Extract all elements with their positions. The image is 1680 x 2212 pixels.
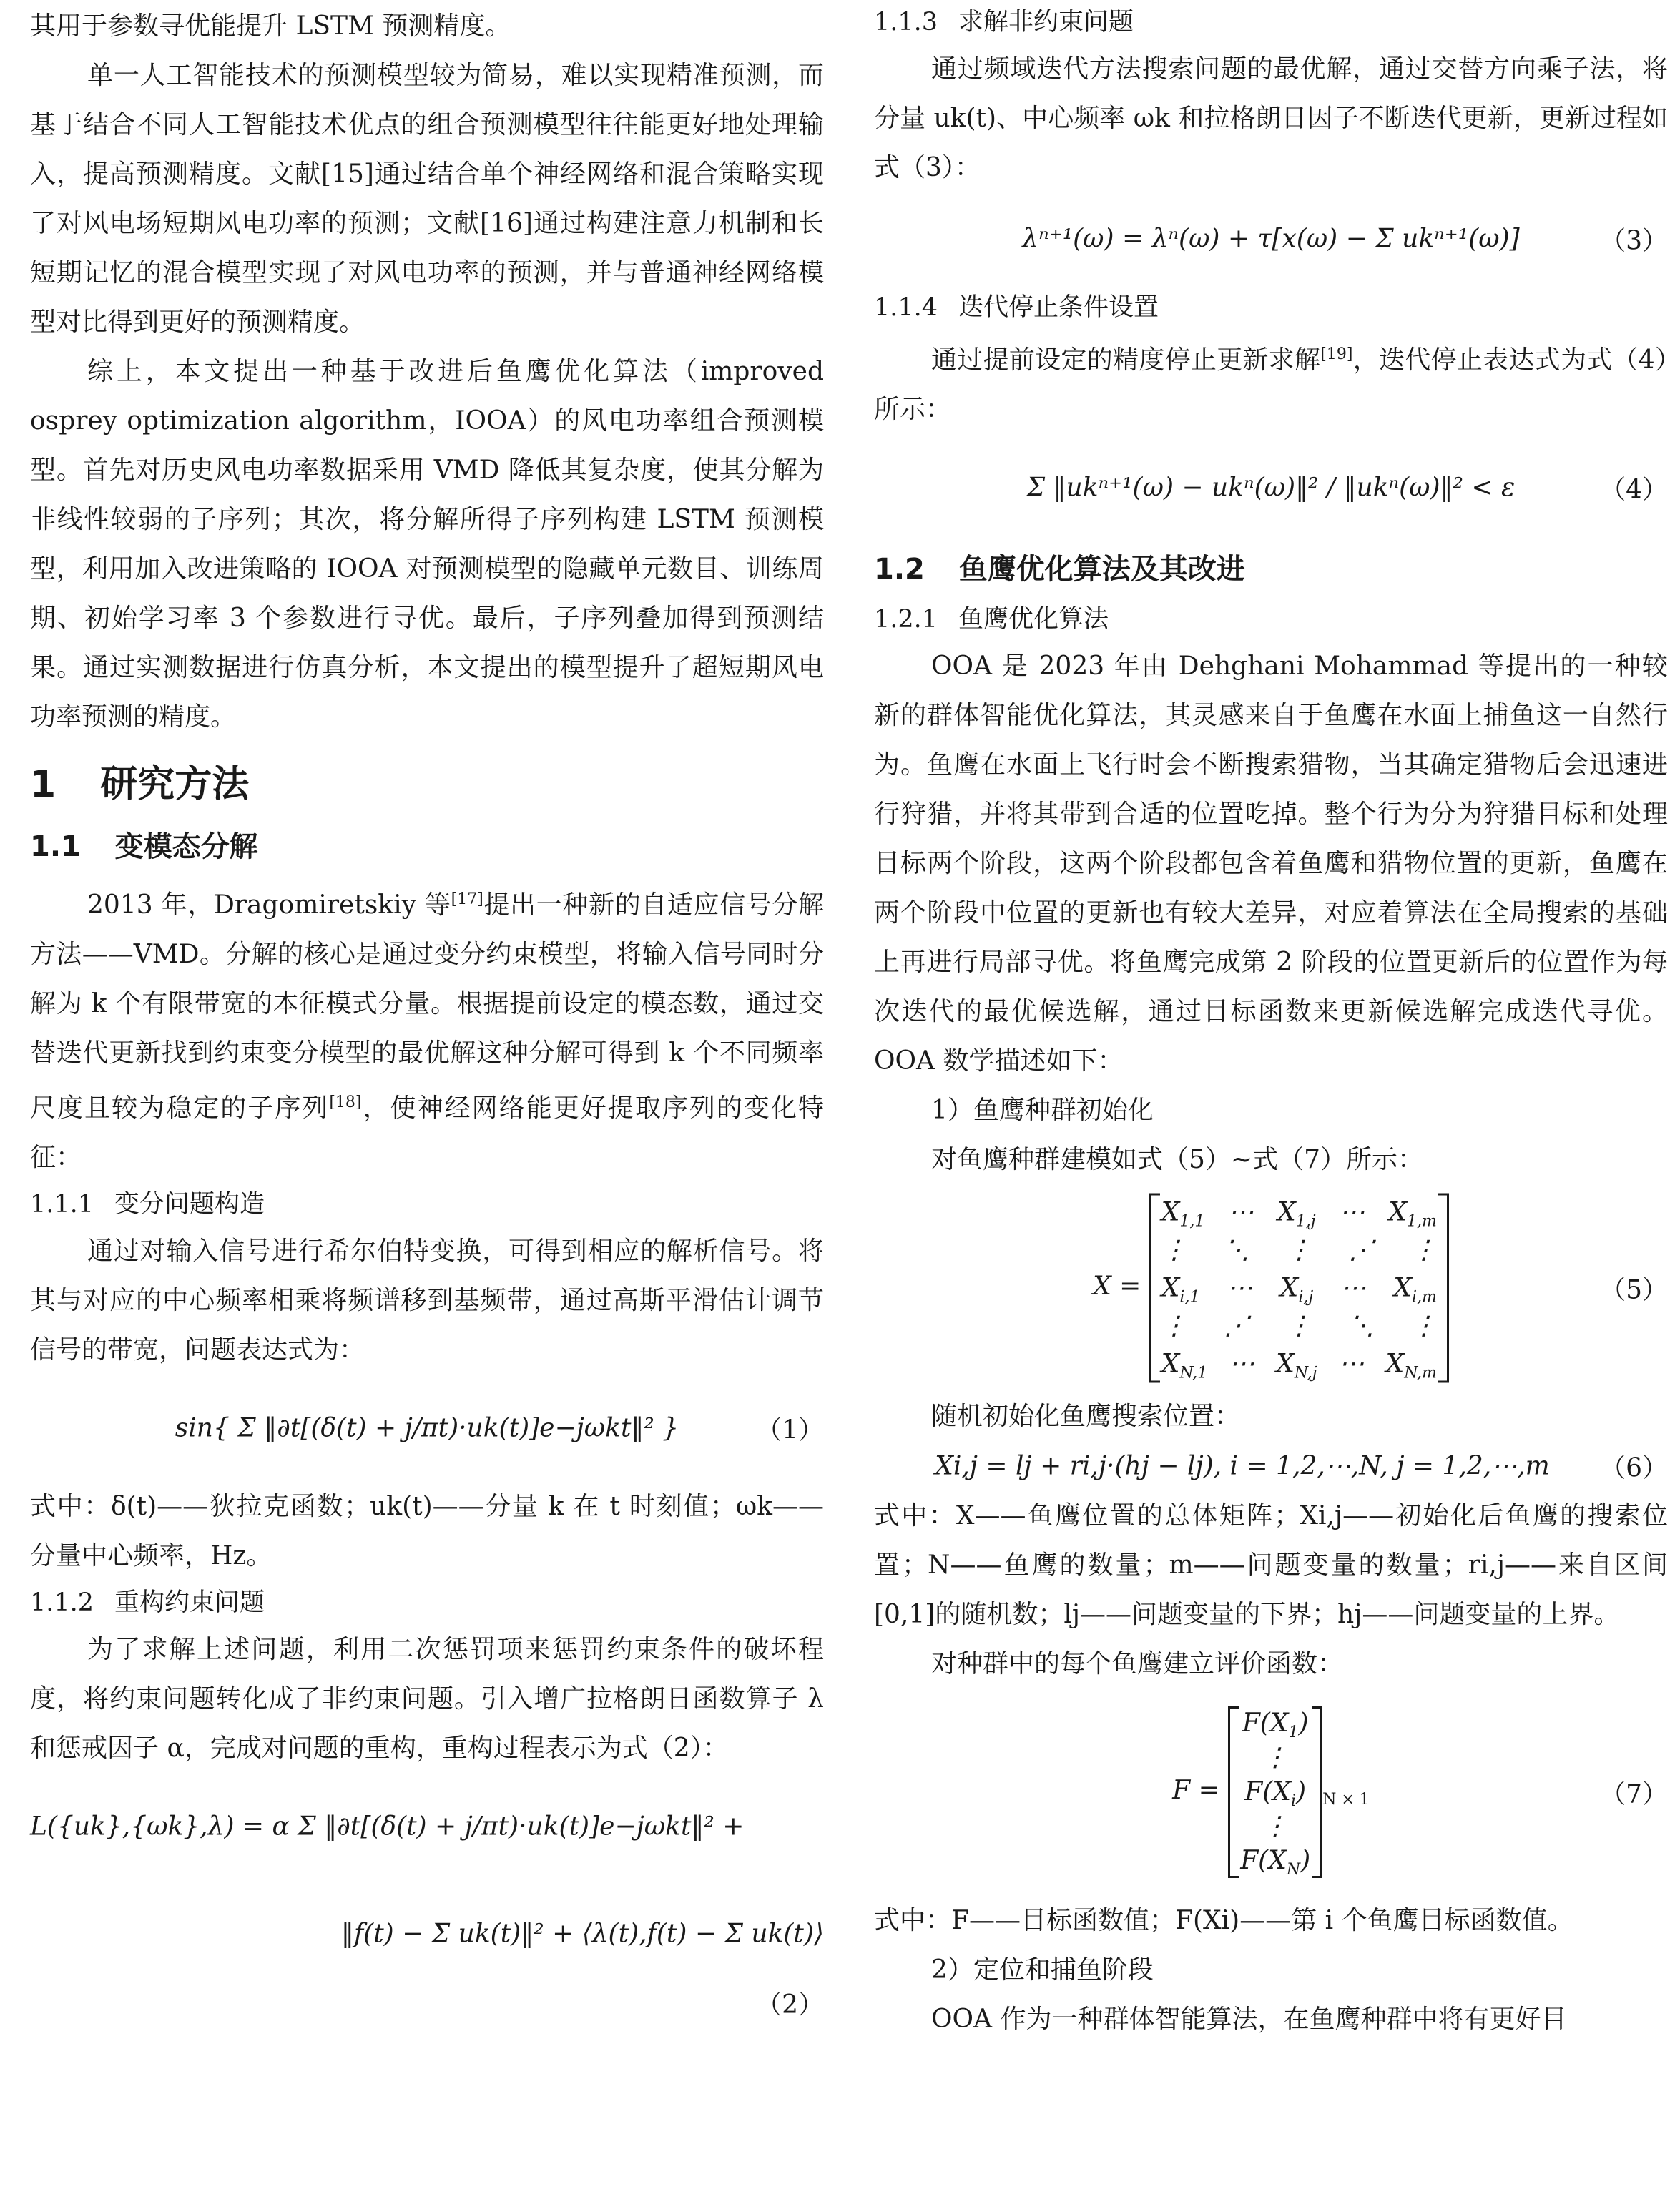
section-title: 研究方法 <box>100 763 250 806</box>
heading-title: 重构约束问题 <box>114 1588 265 1617</box>
equation-6-number: （6） <box>1600 1453 1668 1483</box>
heading-number: 1.1.1 <box>30 1190 94 1219</box>
heading-title: 迭代停止条件设置 <box>958 293 1159 322</box>
heading-1-2-1 <box>874 597 1668 642</box>
paragraph-swarm: OOA 作为一种群体智能算法，在鱼鹰种群中将有更好目 <box>931 2005 1567 2034</box>
equation-3-body: λⁿ⁺¹(ω) = λⁿ(ω) + τ[x(ω) − Σ ukⁿ⁺¹(ω)] <box>1022 224 1520 254</box>
matrix-row: $X_{N,1}$ ⋯ $X_{N,j}$ ⋯ $X_{N,m}$ <box>1161 1349 1437 1382</box>
subsection-title: 变模态分解 <box>114 830 258 863</box>
equation-7-lhs: F = <box>1172 1776 1220 1805</box>
paragraph-eq6-notes: 式中：X——鱼鹰位置的总体矩阵；Xi,j——初始化后鱼鹰的搜索位置；N——鱼鹰的数量；m——问题变量的数量；ri,j——来自区间[0,1]的随机数；lj——问题变量的下界；hj——问题变量的上界。 <box>874 1501 1668 1629</box>
equation-4-number: （4） <box>1600 475 1668 505</box>
paragraph-summary: 综上，本文提出一种基于改进后鱼鹰优化算法（improved osprey optimization algorithm，IOOA）的风电功率组合预测模型。首先对历史风电功率数据采用 VMD 降低其复杂度，使其分解为非线性较弱的子序列；其次，将分解所得子序列构建 LSTM 预测模型，利用加入改进策略的 IOOA 对预测模型的隐藏单元数目、训练周期、初始学习率 3 个参数进行寻优。最后，子序列叠加得到预测结果。通过实测数据进行仿真分析，本文提出的模型提升了超短期风电功率预测的精度。 <box>30 357 824 732</box>
equation-2-line-2 <box>30 1880 824 1987</box>
equation-1-body: sin{ Σ ‖∂t[(δ(t) + j/πt)·uk(t)]e−jωkt‖² } <box>175 1413 679 1443</box>
equation-3 <box>874 192 1668 285</box>
equation-6-body: Xi,j = lj + ri,j·(hj − lj), i = 1,2,⋯,N, j = 1,2,⋯,m <box>935 1451 1550 1481</box>
text-span: 提出一种新的自适应信号分解方法——VMD。分解的核心是通过变分约束模型，将输入信号同时分解为 k 个有限带宽的本征模式分量。根据提前设定的模态数，通过交替迭代更新找到约束变分模型的最优解这种分解可得到 k 个不同频率尺度且较为稳定的子序列 <box>30 890 824 1123</box>
subsection-heading-1-1 <box>30 819 824 875</box>
equation-7 <box>874 1689 1668 1896</box>
equation-4-body: Σ ‖ukⁿ⁺¹(ω) − ukⁿ(ω)‖² / ‖ukⁿ(ω)‖² < ε <box>1026 473 1516 503</box>
equation-6 <box>874 1441 1668 1491</box>
vector-row: $F(X_1)$ <box>1242 1709 1309 1742</box>
paragraph-step-1: 1）鱼鹰种群初始化 <box>931 1096 1154 1125</box>
subsection-title: 鱼鹰优化算法及其改进 <box>958 553 1245 586</box>
heading-1-1-2 <box>30 1581 824 1625</box>
equation-7-number: （7） <box>1600 1779 1668 1809</box>
vector-dimension: N × 1 <box>1322 1791 1370 1809</box>
paragraph-intro-end: 其用于参数寻优能提升 LSTM 预测精度。 <box>30 11 511 41</box>
section-number: 1 <box>30 763 57 806</box>
paragraph-eq1-notes: 式中：δ(t)——狄拉克函数；uk(t)——分量 k 在 t 时刻值；ωk——分量中心频率，Hz。 <box>30 1492 824 1570</box>
fitness-vector <box>1228 1706 1322 1878</box>
matrix-row: ⋮ ⋱ ⋮ ⋰ ⋮ <box>1161 1235 1437 1265</box>
matrix-row: $X_{1,1}$ ⋯ $X_{1,j}$ ⋯ $X_{1,m}$ <box>1161 1197 1437 1231</box>
heading-title: 鱼鹰优化算法 <box>958 605 1109 634</box>
heading-1-1-4 <box>874 285 1668 330</box>
equation-5-lhs: X = <box>1093 1272 1141 1301</box>
heading-number: 1.1.2 <box>30 1588 94 1617</box>
paragraph-evaluation: 对种群中的每个鱼鹰建立评价函数： <box>931 1649 1344 1678</box>
equation-5-number: （5） <box>1600 1275 1668 1305</box>
heading-1-1-3 <box>874 0 1668 44</box>
citation-19: [19] <box>1320 345 1353 363</box>
heading-1-1-1 <box>30 1182 824 1227</box>
section-heading-1 <box>30 750 824 819</box>
paragraph-admm: 通过频域迭代方法搜索问题的最优解，通过交替方向乘子法，将分量 uk(t)、中心频率 ωk 和拉格朗日因子不断迭代更新，更新过程如式（3）： <box>874 54 1668 182</box>
position-matrix <box>1149 1194 1449 1383</box>
equation-7-body <box>874 1706 1668 1878</box>
equation-4 <box>874 434 1668 541</box>
text-span: 通过提前设定的精度停止更新求解 <box>931 345 1321 375</box>
paragraph-population: 对鱼鹰种群建模如式（5）~式（7）所示： <box>931 1145 1423 1174</box>
paragraph-step-2: 2）定位和捕鱼阶段 <box>931 1955 1154 1985</box>
paragraph-eq7-notes: 式中：F——目标函数值；F(Xi)——第 i 个鱼鹰目标函数值。 <box>874 1906 1573 1935</box>
equation-5 <box>874 1184 1668 1392</box>
equation-1-number: （1） <box>756 1415 824 1445</box>
heading-number: 1.1.3 <box>874 8 938 36</box>
equation-2-body-b: ‖f(t) − Σ uk(t)‖² + ⟨λ(t),f(t) − Σ uk(t)⟩ <box>340 1919 824 1949</box>
citation-18: [18] <box>329 1093 362 1111</box>
text-span: ，使神经网络能更好提取序列的变化特征： <box>30 1093 824 1172</box>
left-column <box>30 0 824 2023</box>
heading-number: 1.2.1 <box>874 605 938 634</box>
matrix-row: $X_{i,1}$ ⋯ $X_{i,j}$ ⋯ $X_{i,m}$ <box>1161 1273 1437 1307</box>
vector-row: $F(X_N)$ <box>1240 1846 1311 1879</box>
equation-1 <box>30 1375 824 1482</box>
subsection-number: 1.1 <box>30 830 81 863</box>
equation-2-number: （2） <box>756 1990 824 2020</box>
vector-row: ⋮ <box>1262 1743 1289 1772</box>
heading-title: 求解非约束问题 <box>958 8 1134 36</box>
paragraph-ooa: OOA 是 2023 年由 Dehghani Mohammad 等提出的一种较新的群体智能优化算法，其灵感来自于鱼鹰在水面上捕鱼这一自然行为。鱼鹰在水面上飞行时会不断搜索猎物，当其确定猎物后会迅速进行狩猎，并将其带到合适的位置吃掉。整个行为分为狩猎目标和处理目标两个阶段，这两个阶段都包含着鱼鹰和猎物位置的更新，鱼鹰在两个阶段中位置的更新也有较大差异，对应着算法在全局搜索的基础上再进行局部寻优。将鱼鹰完成第 2 阶段的位置更新后的位置作为每次迭代的最优候选解，通过目标函数来更新候选解完成迭代寻优。OOA 数学描述如下： <box>874 652 1668 1076</box>
paragraph-hilbert: 通过对输入信号进行希尔伯特变换，可得到相应的解析信号。将其与对应的中心频率相乘将频谱移到基频带，通过高斯平滑估计调节信号的带宽，问题表达式为： <box>30 1237 824 1365</box>
text-span: ，迭代停止表达式为式（4）所示： <box>874 345 1668 424</box>
subsection-heading-1-2 <box>874 541 1668 597</box>
equation-5-body <box>874 1194 1668 1383</box>
paragraph-stop-condition <box>874 330 1668 434</box>
right-column <box>874 0 1668 2044</box>
vector-row: $F(X_i)$ <box>1244 1777 1307 1811</box>
paragraph-reconstruction: 为了求解上述问题，利用二次惩罚项来惩罚约束条件的破坏程度，将约束问题转化成了非约束问题。引入增广拉格朗日函数算子 λ 和惩戒因子 α，完成对问题的重构，重构过程表示为式（2）： <box>30 1635 824 1763</box>
paragraph-random-init: 随机初始化鱼鹰搜索位置： <box>931 1402 1241 1431</box>
subsection-number: 1.2 <box>874 553 925 586</box>
citation-17: [17] <box>451 890 483 908</box>
text-span: 2013 年，Dragomiretskiy 等 <box>87 890 451 920</box>
paragraph-vmd <box>30 875 824 1182</box>
equation-2-body-a: L({uk},{ωk},λ) = α Σ ‖∂t[(δ(t) + j/πt)·uk(t)]e−jωkt‖² + <box>30 1812 745 1842</box>
heading-number: 1.1.4 <box>874 293 938 322</box>
paragraph-combined-models: 单一人工智能技术的预测模型较为简易，难以实现精准预测，而基于结合不同人工智能技术优点的组合预测模型往往能更好地处理输入，提高预测精度。文献[15]通过结合单个神经网络和混合策略实现了对风电场短期风电功率的预测；文献[16]通过构建注意力机制和长短期记忆的混合模型实现了对风电功率的预测，并与普通神经网络模型对比得到更好的预测精度。 <box>30 61 824 337</box>
vector-row: ⋮ <box>1262 1812 1289 1841</box>
equation-3-number: （3） <box>1600 226 1668 256</box>
heading-title: 变分问题构造 <box>114 1190 265 1219</box>
equation-2-line-1 <box>30 1773 824 1880</box>
matrix-row: ⋮ ⋰ ⋮ ⋱ ⋮ <box>1161 1311 1437 1341</box>
